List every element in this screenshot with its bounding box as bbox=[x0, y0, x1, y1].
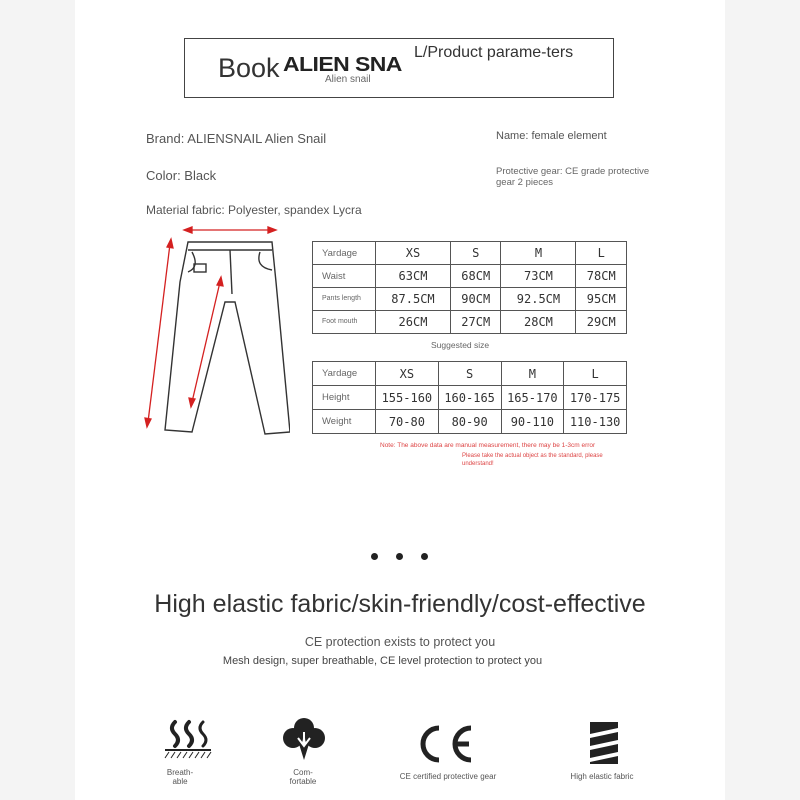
table-cell: 26CM bbox=[376, 311, 451, 334]
table-cell: 170-175 bbox=[564, 386, 627, 410]
feature-label-comfortable: Com-fortable bbox=[289, 768, 317, 786]
table-row bbox=[313, 410, 627, 434]
headline: High elastic fabric/skin-friendly/cost-effective bbox=[154, 590, 646, 618]
table-cell: 90CM bbox=[450, 288, 501, 311]
table-cell: 73CM bbox=[501, 265, 576, 288]
brand-text: Brand: ALIENSNAIL Alien Snail bbox=[146, 131, 327, 146]
ce-mark-icon bbox=[413, 722, 475, 766]
table-cell: 90-110 bbox=[501, 410, 564, 434]
subheadline: CE protection exists to protect you bbox=[304, 635, 496, 649]
feature-label-ce: CE certified protective gear bbox=[399, 772, 497, 781]
header-book: Book bbox=[218, 53, 280, 83]
table-cell: 63CM bbox=[376, 265, 451, 288]
row-label: Height bbox=[313, 386, 376, 410]
table-header-cell: M bbox=[501, 242, 576, 265]
header-product-parameters: L/Product parame-ters bbox=[414, 44, 574, 61]
table-row bbox=[313, 288, 627, 311]
cotton-icon bbox=[281, 716, 327, 762]
row-label: Pants length bbox=[313, 288, 376, 311]
table-row bbox=[313, 265, 627, 288]
table-cell: 160-165 bbox=[438, 386, 501, 410]
mesh-design-text: Mesh design, super breathable, CE level protection to protect you bbox=[222, 655, 543, 667]
size-table bbox=[312, 241, 627, 334]
table-cell: 95CM bbox=[576, 288, 627, 311]
table-row bbox=[313, 311, 627, 334]
table-header-yardage: Yardage bbox=[313, 362, 376, 386]
suggested-size-table bbox=[312, 361, 627, 434]
table-cell: 87.5CM bbox=[376, 288, 451, 311]
protective-gear-text: Protective gear: CE grade protective gear 2 pieces bbox=[496, 166, 650, 188]
row-label: Foot mouth bbox=[313, 311, 376, 334]
table-header-cell: L bbox=[564, 362, 627, 386]
material-text: Material fabric: Polyester, spandex Lycra bbox=[146, 203, 362, 217]
table-header-cell: S bbox=[438, 362, 501, 386]
suggested-size-caption: Suggested size bbox=[431, 340, 490, 350]
table-header-cell: XS bbox=[376, 362, 439, 386]
table-cell: 27CM bbox=[450, 311, 501, 334]
section-divider-dots bbox=[371, 547, 446, 565]
table-cell: 68CM bbox=[450, 265, 501, 288]
color-text: Color: Black bbox=[146, 168, 217, 183]
table-header-yardage: Yardage bbox=[313, 242, 376, 265]
brand-logo-subtitle: Alien snail bbox=[325, 74, 371, 85]
feature-label-elastic: High elastic fabric bbox=[570, 772, 634, 781]
table-header-cell: S bbox=[450, 242, 501, 265]
table-cell: 80-90 bbox=[438, 410, 501, 434]
table-header-cell: L bbox=[576, 242, 627, 265]
breathable-icon bbox=[163, 718, 213, 760]
table-row bbox=[313, 386, 627, 410]
table-header-cell: XS bbox=[376, 242, 451, 265]
name-text: Name: female element bbox=[496, 130, 607, 142]
table-cell: 70-80 bbox=[376, 410, 439, 434]
pants-diagram bbox=[140, 222, 290, 442]
brand-logo: ALIEN SNA bbox=[283, 54, 402, 76]
table-cell: 29CM bbox=[576, 311, 627, 334]
pants-outline bbox=[165, 242, 290, 434]
elastic-icon bbox=[586, 720, 622, 766]
table-cell: 28CM bbox=[501, 311, 576, 334]
row-label: Waist bbox=[313, 265, 376, 288]
table-cell: 110-130 bbox=[564, 410, 627, 434]
measurement-note: Note: The above data are manual measurement, there may be 1-3cm error bbox=[380, 442, 596, 449]
table-header-cell: M bbox=[501, 362, 564, 386]
table-cell: 165-170 bbox=[501, 386, 564, 410]
table-cell: 78CM bbox=[576, 265, 627, 288]
actual-object-note: Please take the actual object as the standard, please understand! bbox=[462, 453, 603, 467]
table-cell: 155-160 bbox=[376, 386, 439, 410]
row-label: Weight bbox=[313, 410, 376, 434]
table-cell: 92.5CM bbox=[501, 288, 576, 311]
feature-label-breathable: Breath-able bbox=[166, 768, 194, 786]
